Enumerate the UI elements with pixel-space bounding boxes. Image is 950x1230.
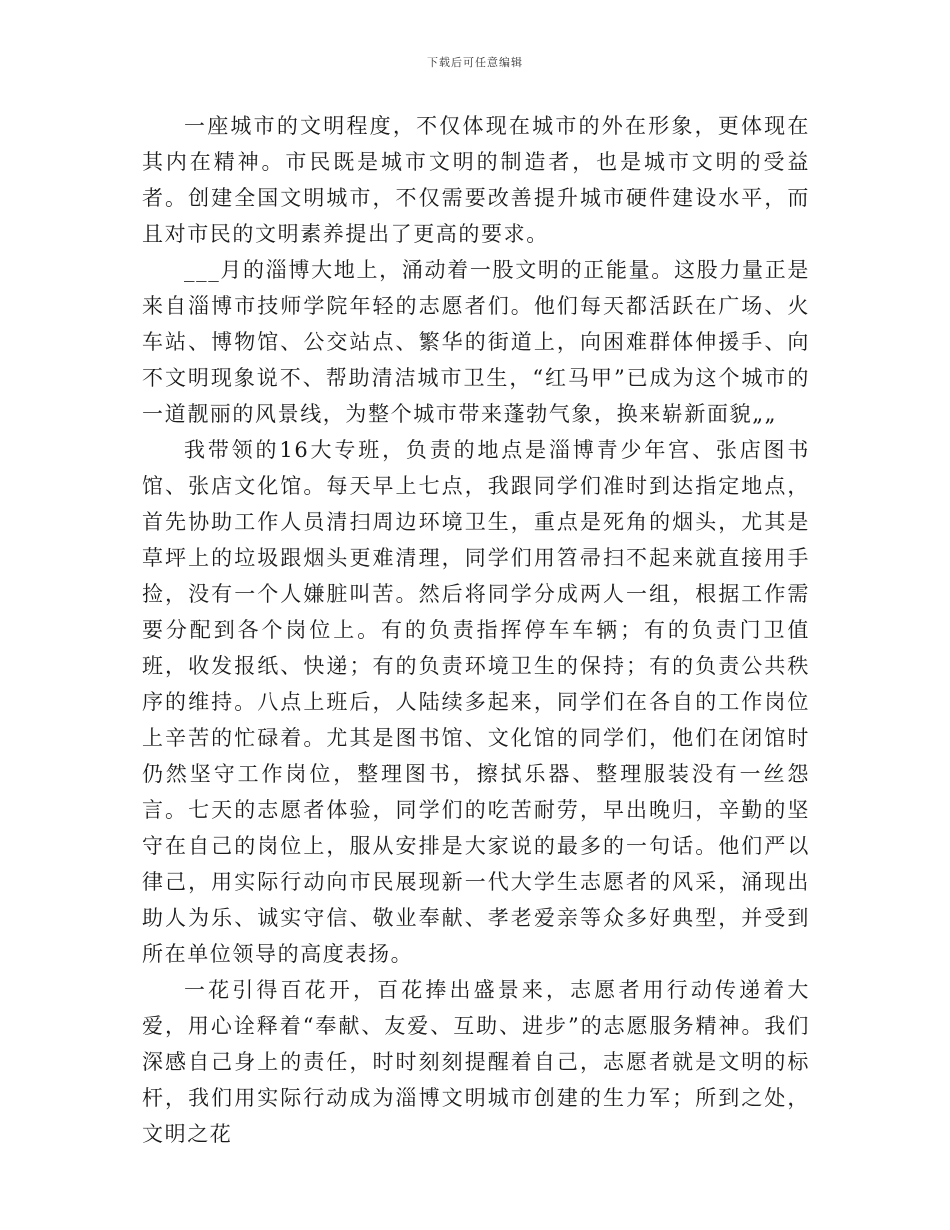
paragraph-class-work: 我带领的16大专班，负责的地点是淄博青少年宫、张店图书馆、张店文化馆。每天早上七点，我跟同学们准时到达指定地点，首先协助工作人员清扫周边环境卫生，重点是死角的烟头，尤其是草坪上的垃圾跟烟头更难清理，同学们用笤帚扫不起来就直接用手捡，没有一个人嫌脏叫苦。然后将同学分成两人一组，根据工作需要分配到各个岗位上。有的负责指挥停车车辆；有的负责门卫值班，收发报纸、快递；有的负责环境卫生的保持；有的负责公共秩序的维持。八点上班后，人陆续多起来，同学们在各自的工作岗位上辛苦的忙碌着。尤其是图书馆、文化馆的同学们，他们在闭馆时仍然坚守工作岗位，整理图书，擦拭乐器、整理服装没有一丝怨言。七天的志愿者体验，同学们的吃苦耐劳，早出晚归，辛勤的坚守在自己的岗位上，服从安排是大家说的最多的一句话。他们严以律己，用实际行动向市民展现新一代大学生志愿者的风采，涌现出助人为乐、诚实守信、敬业奉献、孝老爱亲等众多好典型，并受到所在单位领导的高度表扬。 — [142, 438, 810, 966]
paragraph-volunteers: ___月的淄博大地上，涌动着一股文明的正能量。这股力量正是来自淄博市技师学院年轻的志愿者们。他们每天都活跃在广场、火车站、博物馆、公交站点、繁华的街道上，向困难群体伸援手、向不文明现象说不、帮助清洁城市卫生，“红马甲”已成为这个城市的一道靓丽的风景线，为整个城市带来蓬勃气象，换来崭新面貌„„ — [142, 258, 810, 426]
paragraph-intro: 一座城市的文明程度，不仅体现在城市的外在形象，更体现在其内在精神。市民既是城市文明的制造者，也是城市文明的受益者。创建全国文明城市，不仅需要改善提升城市硬件建设水平，而且对市民的文明素养提出了更高的要求。 — [142, 114, 810, 246]
header-note: 下载后可任意编辑 — [427, 56, 523, 69]
paragraph-spirit: 一花引得百花开，百花捧出盛景来，志愿者用行动传递着大爱，用心诠释着“奉献、友爱、互助、进步”的志愿服务精神。我们深感自己身上的责任，时时刻刻提醒着自己，志愿者就是文明的标杆，我们用实际行动成为淄博文明城市创建的生力军；所到之处，文明之花 — [142, 978, 810, 1146]
document-body — [142, 108, 810, 1152]
